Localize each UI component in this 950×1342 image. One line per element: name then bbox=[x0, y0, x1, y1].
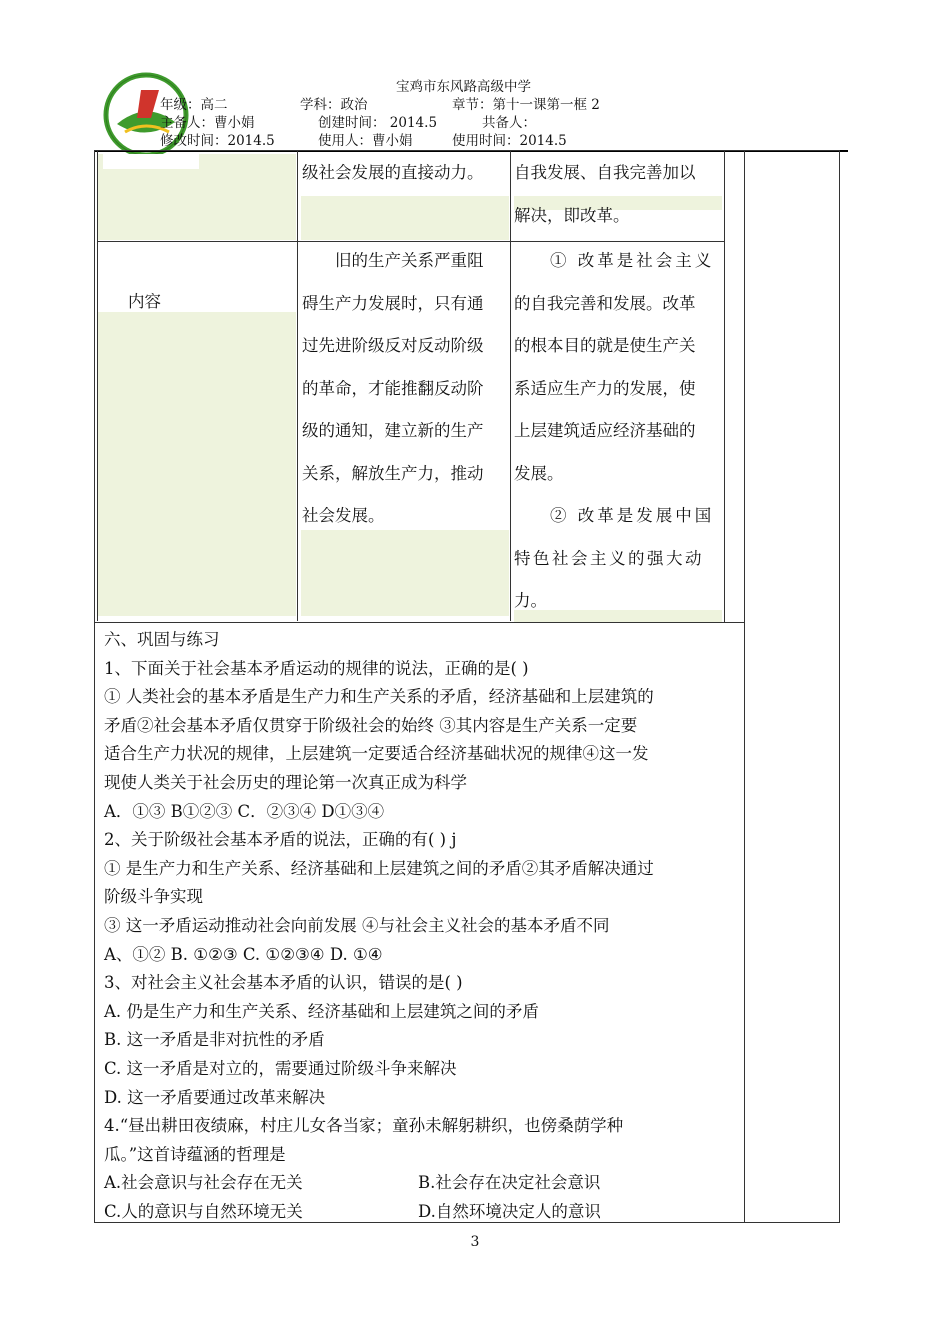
options-line: A、①② B. ①②③ C. ①②③④ D. ①④ bbox=[104, 944, 383, 964]
question-text: 适合生产力状况的规律，上层建筑一定要适合经济基础状况的规律④这一发 bbox=[104, 744, 649, 764]
question-3: 3、对社会主义社会基本矛盾的认识，错误的是( ) bbox=[104, 973, 463, 993]
text-line: 系适应生产力的发展，使 bbox=[514, 378, 696, 398]
option-a: A. 仍是生产力和生产关系、经济基础和上层建筑之间的矛盾 bbox=[104, 1001, 539, 1021]
question-text: 瓜。”这首诗蕴涵的哲理是 bbox=[104, 1144, 286, 1164]
question-1: 1、下面关于社会基本矛盾运动的规律的说法，正确的是( ) bbox=[104, 658, 529, 678]
exercises-section bbox=[104, 626, 744, 1226]
row2-col1-bg bbox=[98, 312, 296, 616]
option-d: D. 这一矛盾要通过改革来解决 bbox=[104, 1087, 326, 1107]
chapter-label: 章节：第十一课第一框 2 bbox=[452, 97, 600, 113]
co-preparer-label: 共备人： bbox=[482, 115, 536, 131]
question-4: 4.“昼出耕田夜绩麻，村庄儿女各当家；童孙未解躬耕织，也傍桑荫学种 bbox=[104, 1116, 624, 1136]
notes-column-line bbox=[744, 151, 745, 1223]
preparer-label: 主备人：曹小娟 bbox=[160, 115, 255, 131]
text-line: 解决，即改革。 bbox=[514, 205, 630, 225]
use-time-label: 使用时间：2014.5 bbox=[452, 133, 567, 149]
text-line: ① 改革是社会主义 bbox=[550, 251, 715, 270]
question-2: 2、关于阶级社会基本矛盾的说法，正确的有( ) j bbox=[104, 830, 457, 850]
row2-col2-bg bbox=[301, 530, 509, 616]
text-line: 级社会发展的直接动力。 bbox=[302, 163, 484, 182]
text-line: 力。 bbox=[514, 591, 547, 610]
school-name: 宝鸡市东风路高级中学 bbox=[396, 79, 531, 95]
text-line: 过先进阶级反对反动阶级 bbox=[302, 336, 484, 355]
text-line: 上层建筑适应经济基础的 bbox=[514, 421, 696, 440]
options-line: A．①③ B①②③ C．②③④ D①③④ bbox=[104, 801, 385, 821]
text-line: 的自我完善和发展。改革 bbox=[514, 293, 696, 313]
subject-label: 学科：政治 bbox=[300, 97, 368, 113]
row2-label: 内容 bbox=[128, 292, 161, 311]
text-line: 的根本目的就是使生产关 bbox=[514, 336, 696, 355]
row1-col3-text bbox=[514, 152, 724, 237]
white-patch bbox=[103, 154, 199, 169]
text-line: 特色社会主义的强大动 bbox=[514, 548, 704, 568]
question-text: 阶级斗争实现 bbox=[104, 887, 203, 907]
q4-options-row1 bbox=[104, 1169, 744, 1198]
page-number: 3 bbox=[470, 1234, 480, 1250]
created-label: 创建时间： 2014.5 bbox=[318, 115, 438, 131]
text-line: 的革命，才能推翻反动阶 bbox=[302, 378, 484, 398]
text-line: 旧的生产关系严重阻 bbox=[335, 251, 484, 270]
col-divider-1 bbox=[297, 151, 298, 621]
option-b: B.社会存在决定社会意识 bbox=[418, 1173, 601, 1193]
text-line: 自我发展、自我完善加以 bbox=[514, 163, 696, 182]
text-line: 社会发展。 bbox=[302, 506, 385, 525]
user-label: 使用人：曹小娟 bbox=[318, 133, 413, 149]
question-text: ③ 这一矛盾运动推动社会向前发展 ④与社会主义社会的基本矛盾不同 bbox=[104, 915, 610, 935]
option-b: B. 这一矛盾是非对抗性的矛盾 bbox=[104, 1030, 325, 1050]
grade-label: 年级：高二 bbox=[160, 97, 228, 113]
text-line: 碍生产力发展时，只有通 bbox=[302, 293, 484, 313]
text-line: ② 改革是发展中国 bbox=[550, 506, 715, 525]
inner-left-line bbox=[97, 151, 98, 621]
question-text: 矛盾②社会基本矛盾仅贯穿于阶级社会的始终 ③其内容是生产关系一定要 bbox=[104, 715, 638, 735]
option-c: C.人的意识与自然环境无关 bbox=[104, 1201, 303, 1221]
modified-label: 修改时间：2014.5 bbox=[160, 133, 275, 149]
question-text: ① 是生产力和生产关系、经济基础和上层建筑之间的矛盾②其矛盾解决通过 bbox=[104, 858, 654, 878]
text-line: 级的通知，建立新的生产 bbox=[302, 421, 484, 440]
text-line: 发展。 bbox=[514, 463, 564, 483]
row1-col2-text bbox=[302, 152, 510, 195]
q4-options-row2 bbox=[104, 1198, 744, 1227]
option-c: C. 这一矛盾是对立的，需要通过阶级斗争来解决 bbox=[104, 1058, 457, 1078]
row2-col2-text bbox=[302, 240, 512, 538]
row1-col2-bg bbox=[301, 196, 509, 240]
option-d: D.自然环境决定人的意识 bbox=[418, 1201, 601, 1221]
question-text: 现使人类关于社会历史的理论第一次真正成为科学 bbox=[104, 772, 467, 792]
row2-col3-text bbox=[514, 240, 726, 623]
text-line: 关系，解放生产力，推动 bbox=[302, 463, 484, 483]
question-text: ① 人类社会的基本矛盾是生产力和生产关系的矛盾，经济基础和上层建筑的 bbox=[104, 687, 654, 707]
section-heading: 六、巩固与练习 bbox=[104, 630, 220, 649]
option-a: A.社会意识与社会存在无关 bbox=[104, 1173, 303, 1193]
